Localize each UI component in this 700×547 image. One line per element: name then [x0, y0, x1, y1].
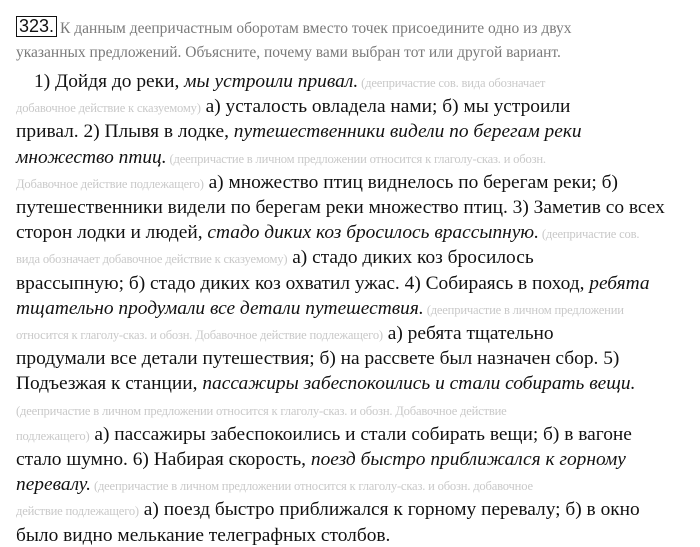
answer-text-segment: стало шумно. 6) Набирая скорость,: [16, 449, 311, 470]
main-clause-italic: ребята: [589, 273, 650, 294]
answer-line: [16, 423, 632, 448]
answer-text-segment: а) множество птиц виднелось по берегам реки; б): [203, 172, 618, 193]
main-clause-italic: перевалу.: [16, 474, 92, 495]
answer-line: [16, 473, 533, 498]
answer-line: [16, 120, 582, 143]
answer-text-segment: привал. 2) Плывя в лодке,: [16, 121, 234, 142]
explanation-note: (деепричастие в личном предложении относится к глаголу-сказ. и обозн.: [166, 152, 546, 166]
explanation-note: добавочное действие к сказуемому): [16, 101, 201, 115]
answer-text-segment: 1) Дойдя до реки,: [34, 71, 185, 92]
answer-line: [16, 398, 507, 423]
main-clause-italic: мы устроили привал.: [184, 71, 359, 92]
answer-line: [16, 498, 640, 523]
exercise-instruction-line-1: К данным деепричастным оборотам вместо точек присоедините одно из двух: [60, 20, 572, 37]
answer-line: [16, 297, 624, 322]
exercise-number: 323.: [16, 16, 57, 37]
answer-line: [16, 322, 554, 347]
answer-text-segment: а) ребята тщательно: [382, 323, 554, 344]
answer-text-segment: было видно мелькание телеграфных столбов.: [16, 525, 391, 546]
answer-line: [16, 95, 570, 120]
answer-line: [16, 171, 618, 196]
exercise-instruction-line-2: указанных предложений. Объясните, почему вами выбран тот или другой вариант.: [16, 44, 561, 61]
explanation-note: (деепричастие сов. вида обозначает: [358, 76, 546, 90]
explanation-note: Добавочное действие подлежащего): [16, 177, 204, 191]
answer-text-segment: Подъезжая к станции,: [16, 373, 203, 394]
explanation-note: подлежащего): [16, 429, 90, 443]
main-clause-italic: поезд быстро приближался к горному: [310, 449, 626, 470]
main-clause-italic: стадо диких коз бросилось врассыпную.: [207, 222, 539, 243]
main-clause-italic: множество птиц.: [16, 147, 167, 168]
explanation-note: действие подлежащего): [16, 504, 139, 518]
explanation-note: вида обозначает добавочное действие к сказуемому): [16, 252, 288, 266]
answer-text-segment: а) поезд быстро приближался к горному перевалу; б) в окно: [138, 499, 640, 520]
answer-line: [16, 146, 546, 171]
main-clause-italic: пассажиры забеспокоились и стали собирать вещи.: [202, 373, 636, 394]
exercise-header: [16, 16, 696, 65]
explanation-note: относится к глаголу-сказ. и обозн. Добавочное действие подлежащего): [16, 328, 383, 342]
answer-text-segment: сторон лодки и людей,: [16, 222, 208, 243]
answer-line: [16, 448, 626, 471]
answer-text-segment: а) стадо диких коз бросилось: [287, 247, 534, 268]
answer-line: [16, 221, 639, 246]
answer-text-segment: путешественники видели по берегам реки множество птиц. 3) Заметив со всех: [16, 197, 665, 218]
answer-line: [16, 524, 390, 547]
answer-line: [16, 347, 619, 370]
explanation-note: (деепричастие в личном предложении относится к глаголу-сказ. и обозн. Добавочное действие: [16, 404, 507, 418]
answer-line: [16, 246, 534, 271]
answer-line: [16, 272, 650, 295]
answer-line: [16, 196, 665, 219]
explanation-note: (деепричастие сов.: [538, 227, 640, 241]
answer-line: [16, 372, 635, 395]
explanation-note: (деепричастие в личном предложении относится к глаголу-сказ. и обозн. добавочное: [91, 479, 533, 493]
explanation-note: (деепричастие в личном предложении: [423, 303, 624, 317]
answer-text-segment: а) пассажиры забеспокоились и стали собирать вещи; б) в вагоне: [89, 424, 632, 445]
answer-text-segment: врассыпную; б) стадо диких коз охватил ужас. 4) Собираясь в поход,: [16, 273, 590, 294]
main-clause-italic: путешественники видели по берегам реки: [233, 121, 582, 142]
answer-text-segment: а) усталость овладела нами; б) мы устроили: [200, 96, 571, 117]
answer-text-segment: продумали все детали путешествия; б) на рассвете был назначен сбор. 5): [16, 348, 620, 369]
answer-line: [16, 70, 545, 95]
main-clause-italic: тщательно продумали все детали путешествия.: [16, 298, 424, 319]
